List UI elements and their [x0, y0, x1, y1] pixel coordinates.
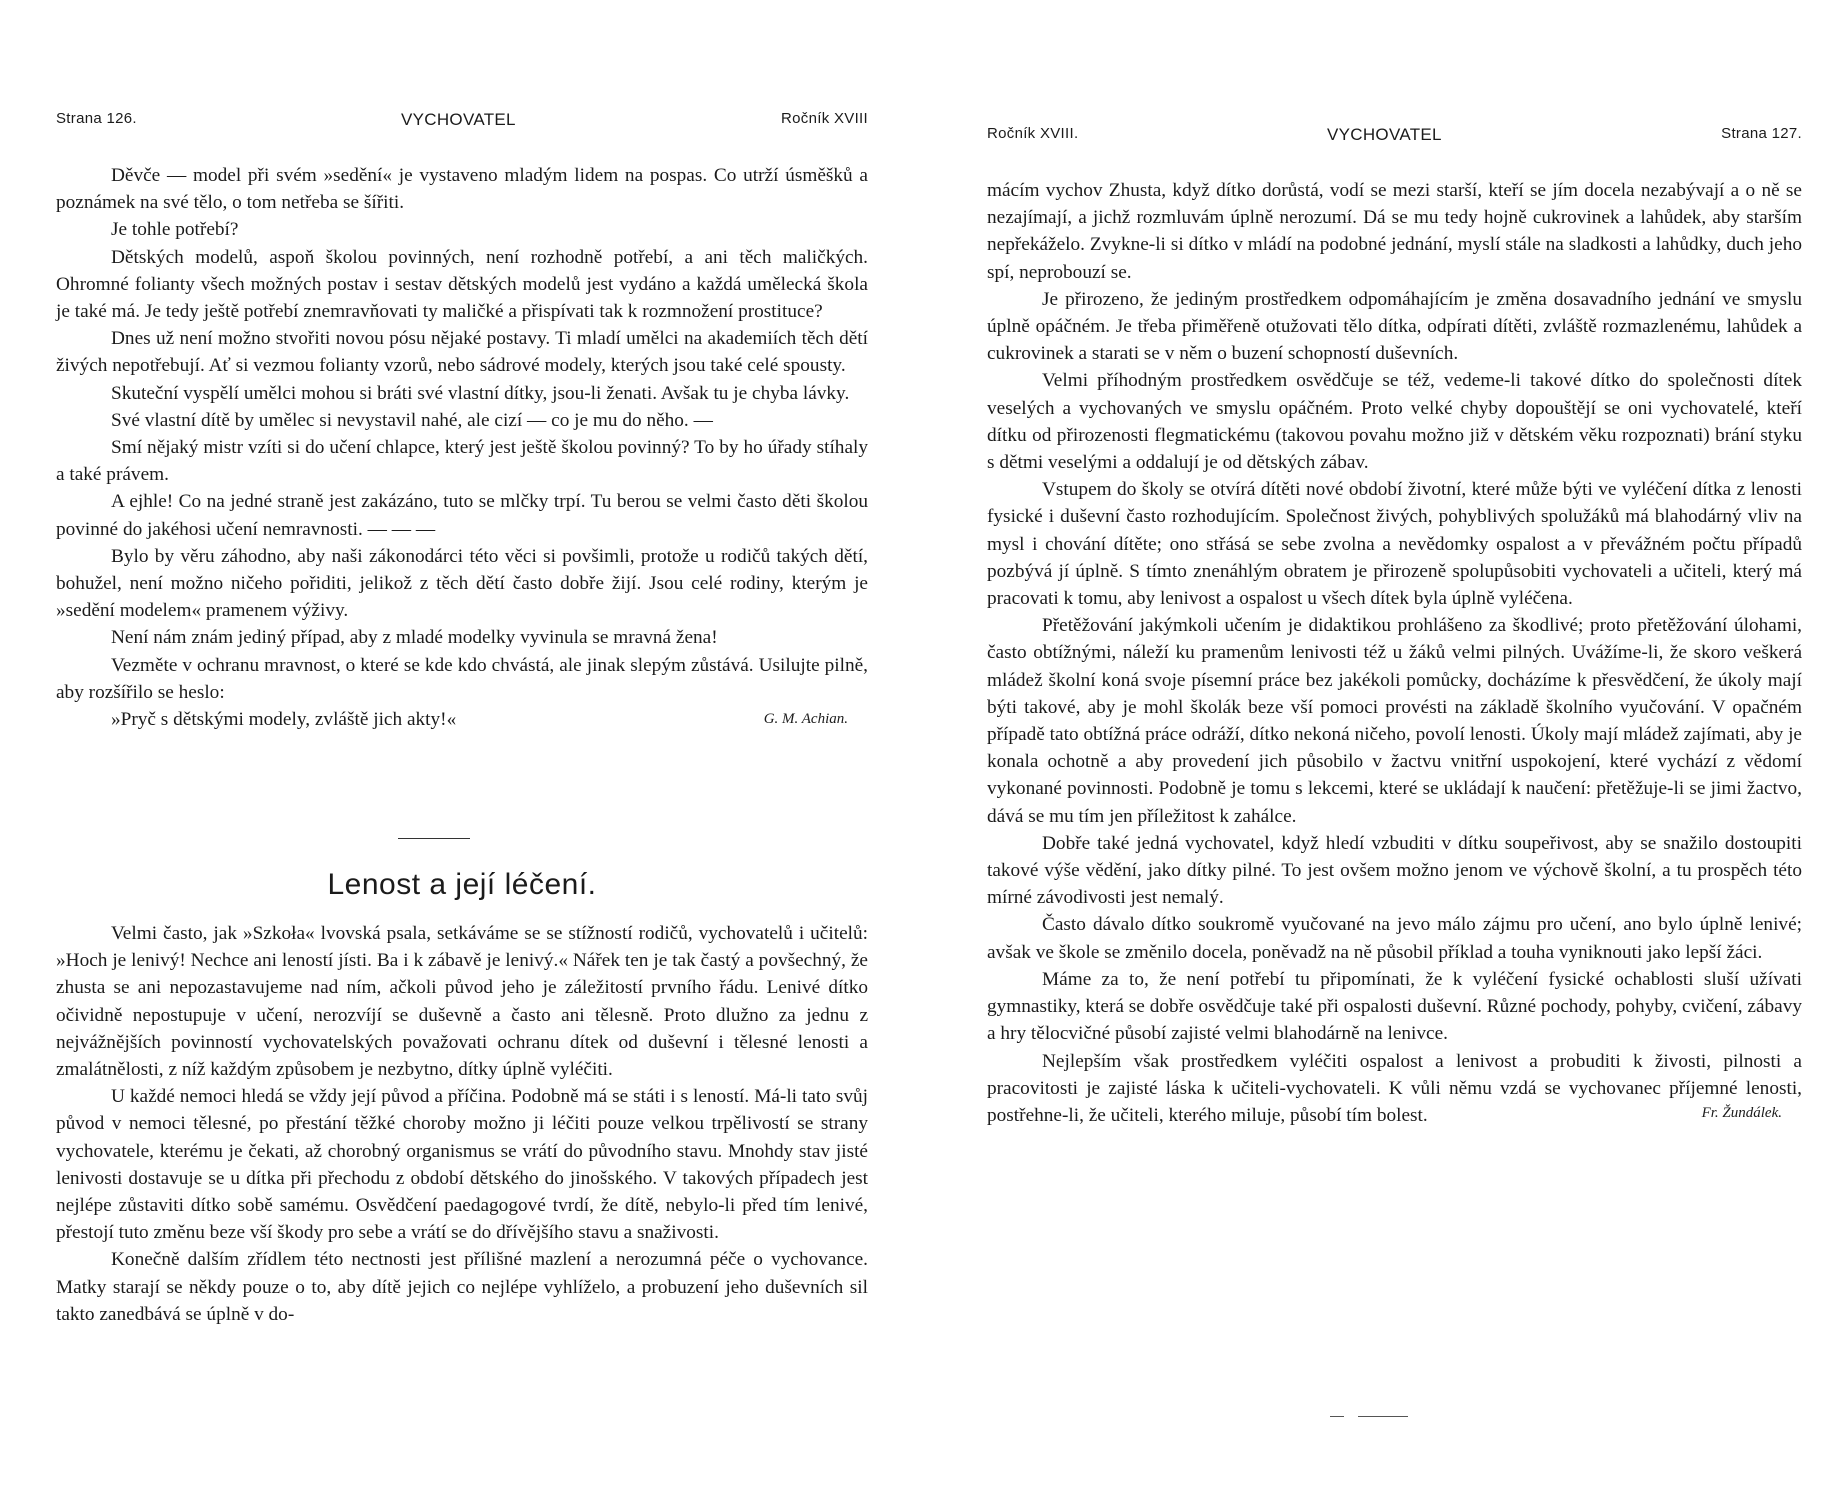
paragraph-text: Nejlepším však prostředkem vyléčiti ospalost a lenivost a probuditi k živosti, pilnosti a pracovitosti je zajisté láska k učiteli-vychovateli. K vůli němu vzdá se vychovanec příjemné lenosti, postřehne-li, že učiteli, kterého miluje, působí tím bolest. — [987, 1050, 1802, 1126]
paragraph: Máme za to, že není potřebí tu připomínati, že k vyléčení fysické ochablosti sluší užívati gymnastiky, která se dobře osvědčuje také při ospalosti duševní. Různé pochody, pohyby, cvičení, zábavy a hry tělocvičné působí zajisté velmi blahodárně na lenivce. — [987, 968, 1802, 1045]
paragraph: Konečně dalším zřídlem této nectnosti jest přílišné mazlení a nerozumná péče o vychovance. Matky starají se někdy pouze o to, aby dítě jejich co nejlépe vyhlíželo, a probuzení jeho duševních sil takto zanedbává se úplně v do- — [56, 1249, 868, 1325]
end-mark — [1358, 1416, 1408, 1417]
left-page-number: Strana 126. — [56, 110, 137, 127]
paragraph: Své vlastní dítě by umělec si nevystavil nahé, ale cizí — co je mu do něho. — — [111, 409, 713, 431]
right-page — [919, 0, 1838, 1500]
paragraph: Velmi často, jak »Szkoła« lvovská psala, setkáváme se se stížností rodičů, vychovatelů i učitelů: »Hoch je lenivý! Nechce ani leností jísti. Ba i k zábavě je lenivý.« Nářek ten je tak častý a povšechný, že zhusta se ani nepozastavujeme nad ním, ačkoli původ jeho je záležitostí prvního řádu. Lenivé dítko očividně nepostupuje v učení, nerozvíjí se duševně a často ani tělesně. Proto dlužno za jednu z nejvážnějších povinností vychovatelských považovati ochranu dítek od duševní i tělesné lenosti a zmalátnělosti, z níž každým způsobem je nezbytno, dítky úplně vyléčiti. — [56, 923, 868, 1081]
paragraph: U každé nemoci hledá se vždy její původ a příčina. Podobně má se státi i s leností. Má-li tato svůj původ v nemoci tělesné, po přestání těžké choroby možno ji léčiti pouze velkou trpělivostí se strany vychovatele, kterému je čekati, až chorobný organismus se vrátí do původního stavu. Mnohdy stav jisté lenivosti dostavuje se u dítka při přechodu z období dětského do jinošského. V takových případech jest nejlépe zůstaviti dítko sobě samému. Osvědčení paedagogové tvrdí, že dítě, nebylo-li před tím lenivé, přestojí tuto změnu beze vší škody pro sebe a vrátí se do dřívějšího stavu a snaživosti. — [56, 1086, 868, 1244]
right-journal-title: VYCHOVATEL — [1327, 125, 1442, 144]
right-page-number: Strana 127. — [1721, 125, 1802, 142]
left-volume: Ročník XVIII — [781, 110, 868, 127]
paragraph: Velmi příhodným prostředkem osvědčuje se též, vedeme-li takové dítko do společnosti dítek veselých a vychovaných ve smyslu opáčném. Proto velké chyby dopouštějí se oni vychovatelé, kteří dítku od přirozenosti flegmatickému (takovou povahu možno již v dětském věku rozpoznati) brání styku s dětmi veselými a oddalují je od dětských zábav. — [987, 370, 1802, 474]
paragraph: mácím vychov Zhusta, když dítko dorůstá, vodí se mezi starší, kteří se jím docela nezabývají a o ně se nezajímají, a jichž rozmluvám úplně nerozumí. Dá se mu tedy hojně cukrovinek a lahůdek, aby starším nepřekáželo. Zvykne-li si dítko v mládí na podobné jednání, myslí stále na sladkosti a lahůdky, duch jeho spí, neprobouzí se. — [987, 180, 1802, 283]
author-signature: G. M. Achian. — [763, 711, 848, 728]
right-running-head — [987, 125, 1802, 147]
paragraph: Smí nějaký mistr vzíti si do učení chlapce, který jest ještě školou povinný? To by ho úřady stíhaly a také právem. — [56, 437, 868, 486]
paragraph: Děvče — model při svém »sedění« je vystaveno mladým lidem na pospas. Co utrží úsměšků a poznámek na své tělo, o tom netřeba se šířiti. — [56, 165, 868, 214]
paragraph: Vezměte v ochranu mravnost, o které se kde kdo chvástá, ale jinak slepým zůstává. Usilujte pilně, aby rozšířilo se heslo: — [56, 654, 868, 703]
article-title: Lenost a její léčení. — [327, 868, 597, 901]
paragraph: Je tohle potřebí? — [111, 219, 239, 241]
paragraph: Je přirozeno, že jediným prostředkem odpomáhajícím je změna dosavadního jednání ve smyslu úplně opáčném. Je třeba přiměřeně otužovati tělo dítka, odpírati dítěti, zvláště rozmazlenému, lahůdek a cukrovinek a starati se v něm o buzení schopností duševních. — [987, 288, 1802, 365]
slogan-line — [56, 706, 868, 733]
paragraph: Vstupem do školy se otvírá dítěti nové období životní, které může býti ve vyléčení dítka z lenosti fysické i duševní často rozhodujícím. Společnost živých, pohyblivých spolužáků má blahodárný vliv na mysl i chování dítěte; ono střásá se sebe zvolna a nevědomky ospalost a v převážném počtu případů pozbývá jí úplně. S tímto znenáhlým obratem je přirozeně spolupůsobiti vychovateli a učiteli, který má pracovati k tomu, aby lenivost a ospalost u všech dítek byla úplně vyléčena. — [987, 479, 1802, 610]
last-paragraph — [987, 1048, 1802, 1130]
article-models-text — [56, 162, 868, 733]
paragraph: Dětských modelů, aspoň školou povinných, není rozhodně potřebí, a ani těch maličkých. Ohromné folianty všech možných postav i sestav dětských modelů jest vydáno a každá umělecká škola je také má. Je tedy ještě potřebí znemravňovati ty maličké a přispívati tak k rozmnožení prostituce? — [56, 246, 868, 323]
slogan: »Pryč s dětskými modely, zvláště jich akty!« — [111, 709, 457, 731]
paragraph: Skuteční vyspělí umělci mohou si bráti své vlastní dítky, jsou-li ženati. Avšak tu je chyba lávky. — [111, 382, 850, 404]
left-journal-title: VYCHOVATEL — [401, 110, 516, 129]
paragraph: A ejhle! Co na jedné straně jest zakázáno, tuto se mlčky trpí. Tu berou se velmi často děti školou povinné do jakéhosi učení nemravnosti. — — — — [56, 491, 868, 540]
article-laziness-text — [56, 920, 868, 1328]
article-laziness-continued — [987, 177, 1802, 1129]
left-running-head — [56, 110, 868, 132]
paragraph: Není nám znám jediný případ, aby z mladé modelky vyvinula se mravná žena! — [111, 627, 718, 649]
end-mark — [1330, 1416, 1344, 1417]
right-volume: Ročník XVIII. — [987, 125, 1079, 142]
paragraph: Dnes už není možno stvořiti novou pósu nějaké postavy. Ti mladí umělci na akademiích těch dětí živých nepotřebují. Ať si vezmou folianty vzorů, nebo sádrové modely, kterých jsou také celé spousty. — [56, 328, 868, 377]
author-signature: Fr. Žundálek. — [1701, 1104, 1782, 1121]
section-divider — [398, 838, 470, 839]
paragraph: Dobře také jedná vychovatel, když hledí vzbuditi v dítku soupeřivost, aby se snažilo dostoupiti takové výše vědění, jako dítky pilné. To jest ovšem možno jenom ve výchově školní, a tu prospěch této mírné závodivosti jest nemalý. — [987, 832, 1802, 909]
paragraph: Bylo by věru záhodno, aby naši zákonodárci této věci si povšimli, protože u rodičů takých dětí, bohužel, není možno ničeho pořiditi, jelikož z těch dětí často dobře žijí. Jsou celé rodiny, kterým je »sedění modelem« pramenem výživy. — [56, 545, 868, 622]
paragraph: Přetěžování jakýmkoli učením je didaktikou prohlášeno za škodlivé; proto přetěžování úlohami, často obtížnými, náleží ku pramenům lenivosti též u žáků velmi pilných. Uvážíme-li, že skoro veškerá mládež školní koná svoje písemní práce bez jakékoli pomůcky, docházíme k přesvědčení, že úkoly mají býti takové, aby je mohl školák beze vší pomoci provésti na základě školního vyučování. V opačném případě tato obtížná práce odráží, dítko nekoná ničeho, povolí lenosti. Úkoly mají mládež zajímati, aby je konala ochotně a aby provedení jich působilo v žactvu vnitřní uspokojení, které vychází z vědomí vykonané povinnosti. Podobně je tomu s lekcemi, které se ukládají k naučení: přetěžuje-li se jimi žactvo, dává se mu tím jen příležitost k zahálce. — [987, 615, 1802, 827]
paragraph: Často dávalo dítko soukromě vyučované na jevo málo zájmu pro učení, ano bylo úplně lenivé; avšak ve škole se změnilo docela, poněvadž na ně působil příklad a touha vyniknouti jako lepší žáci. — [987, 914, 1802, 963]
